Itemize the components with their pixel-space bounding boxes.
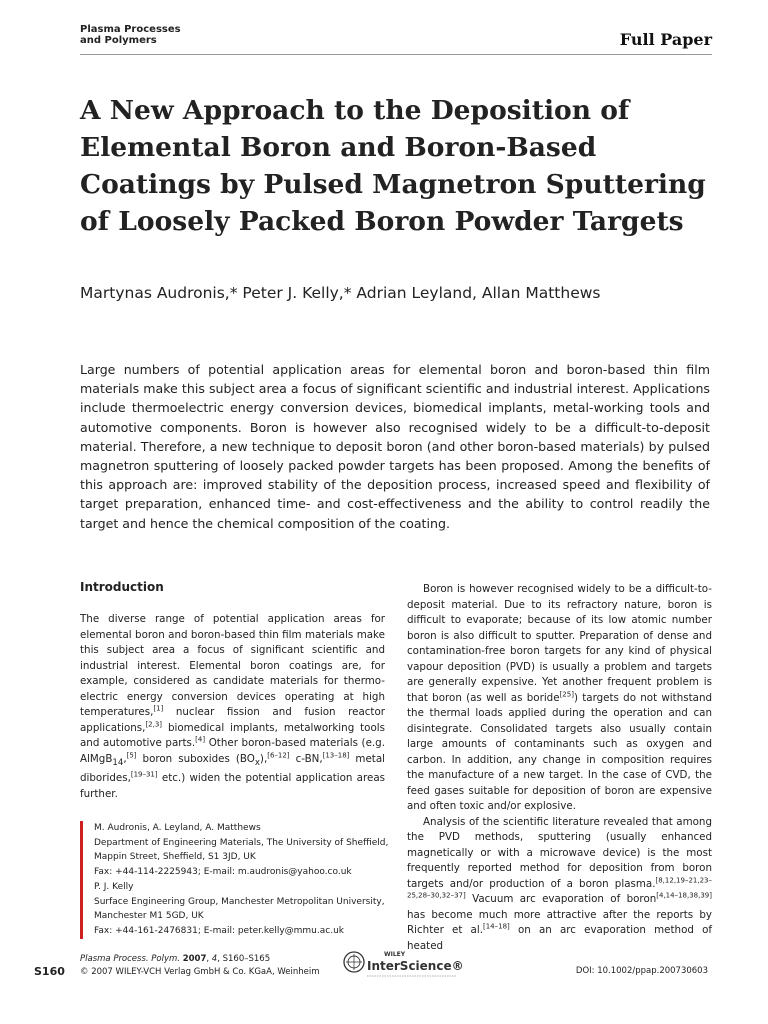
article-type: Full Paper — [619, 30, 712, 49]
affiliation-line: M. Audronis, A. Leyland, A. Matthews — [94, 823, 261, 833]
footer-citation: Plasma Process. Polym. 2007, 4, S160–S165 © 2007 WILEY-VCH Verlag GmbH & Co. KGaA, Weinheim — [80, 954, 320, 977]
intro-paragraph: The diverse range of potential application areas for elemental boron and boron-based thin film materials make this subject area a focus of significant scientific and industrial interest. Elemental boron coatings are, for example, considered as candidate materials for thermo-electric energy conversion devices operating at high temperatures,[1] nuclear fission and fusion reactor applications,[2,3] biomedical implants, metalworking tools and automotive parts.[4] Other boron-based materials (e.g. AlMgB$_{14}$,[5] boron suboxides $(BO_x),[6-12]$ c-BN,[13–18] metal diborides,[19–31] etc.) widen the potential application areas further. — [80, 613, 385, 800]
author-affiliations — [80, 821, 399, 939]
right-column — [407, 582, 712, 954]
affiliation-line: Mappin Street, Sheffield, S1 3JD, UK — [94, 852, 256, 863]
reference-citation[interactable]: [5] — [126, 751, 137, 760]
abstract — [80, 360, 710, 533]
svg-text:InterScience®: InterScience® — [367, 959, 464, 973]
paper-title: A New Approach to the Deposition of Elemental Boron and Boron-Based Coatings by Pulsed Magnetron Sputtering of Loosely Packed Boron Powder Targets — [80, 95, 706, 237]
svg-text:WILEY: WILEY — [384, 951, 406, 958]
body-paragraph: Boron is however recognised widely to be a difficult-to-deposit material. Due to its refractory nature, boron is difficult to evaporate; because of its low atomic number boron is also difficult to sputter. Preparation of dense and contamination-free boron targets for any kind of physical vapour deposition (PVD) is usually a problem and targets are generally expensive. Yet another frequent problem is that boron (as well as boride[25]) targets do not withstand the thermal loads applied during the operation and can disintegrate. Consolidated targets also usually contain large amounts of contaminants such as oxygen and carbon. In addition, any change in composition requires the manufacture of a new target. In the case of CVD, the feed gases suitable for deposition of boron are expensive and often toxic and/or explosive. — [407, 583, 713, 812]
copyright-notice: © 2007 WILEY-VCH Verlag GmbH & Co. KGaA, Weinheim — [80, 967, 320, 977]
reference-citation[interactable]: [14–18] — [482, 922, 510, 931]
journal-name-line2: and Polymers — [80, 35, 157, 46]
journal-name — [80, 24, 181, 46]
section-heading-introduction: Introduction — [80, 580, 164, 594]
affiliation-line: Fax: +44-161-2476831; E-mail: peter.kelly@mmu.ac.uk — [94, 925, 344, 936]
abstract-text: Large numbers of potential application areas for elemental boron and boron-based thin film materials make this subject area a focus of significant scientific and industrial interest. Applications include thermoelectric energy conversion devices, biomedical implants, metal-working tools and automotive components. Boron is however also recognised widely to be a difficult-to-deposit material. Therefore, a new technique to deposit boron (and other boron-based materials) by pulsed magnetron sputtering of loosely packed powder targets has been proposed. Among the benefits of this approach are: improved stability of the deposition process, increased speed and flexibility of target preparation, enhanced time- and cost-effectiveness and the ability to control readily the target and hence the chemical composition of the coating. — [80, 362, 710, 531]
reference-citation[interactable]: [13–18] — [322, 751, 350, 760]
reference-citation[interactable]: [1] — [153, 704, 164, 713]
author-list: Martynas Audronis,* Peter J. Kelly,* Adrian Leyland, Allan Matthews — [80, 284, 601, 302]
doi[interactable]: DOI: 10.1002/ppap.200730603 — [575, 966, 708, 976]
affiliation-line: Department of Engineering Materials, The University of Sheffield, — [94, 837, 389, 848]
reference-citation[interactable]: [4,14–18,38,39] — [656, 891, 712, 900]
wiley-interscience-logo — [340, 946, 464, 982]
page-number: S160 — [34, 965, 65, 978]
affiliation-line: P. J. Kelly — [94, 881, 134, 892]
reference-citation[interactable]: [19–31] — [130, 770, 158, 779]
header-divider — [80, 54, 712, 55]
left-column — [80, 612, 385, 802]
body-paragraph: Analysis of the scientific literature revealed that among the PVD methods, sputtering (usually enhanced magnetically or with a microwave device) is the most frequently reported method for deposition from boron targets and/or production of a boron plasma.[8,12,19–21,23–25,28–30,32–37] Vacuum arc evaporation of boron[4,14–18,38,39] has become much more attractive after the reports by Richter et al.[14–18] on an arc evaporation method of heated — [407, 815, 713, 952]
affiliation-line: Fax: +44-114-2225943; E-mail: m.audronis@yahoo.co.uk — [94, 867, 352, 878]
reference-citation[interactable]: [6–12] — [267, 751, 290, 760]
reference-citation[interactable]: [2,3] — [145, 720, 163, 729]
reference-citation[interactable]: [25] — [559, 690, 574, 699]
journal-name-line1: Plasma Processes — [80, 24, 181, 35]
reference-citation[interactable]: [8,12,19–21,23–25,28–30,32–37] — [407, 876, 712, 900]
affiliation-line: Surface Engineering Group, Manchester Metropolitan University, — [94, 896, 385, 907]
affiliation-line: Manchester M1 5GD, UK — [94, 911, 204, 922]
reference-citation[interactable]: [4] — [195, 735, 206, 744]
